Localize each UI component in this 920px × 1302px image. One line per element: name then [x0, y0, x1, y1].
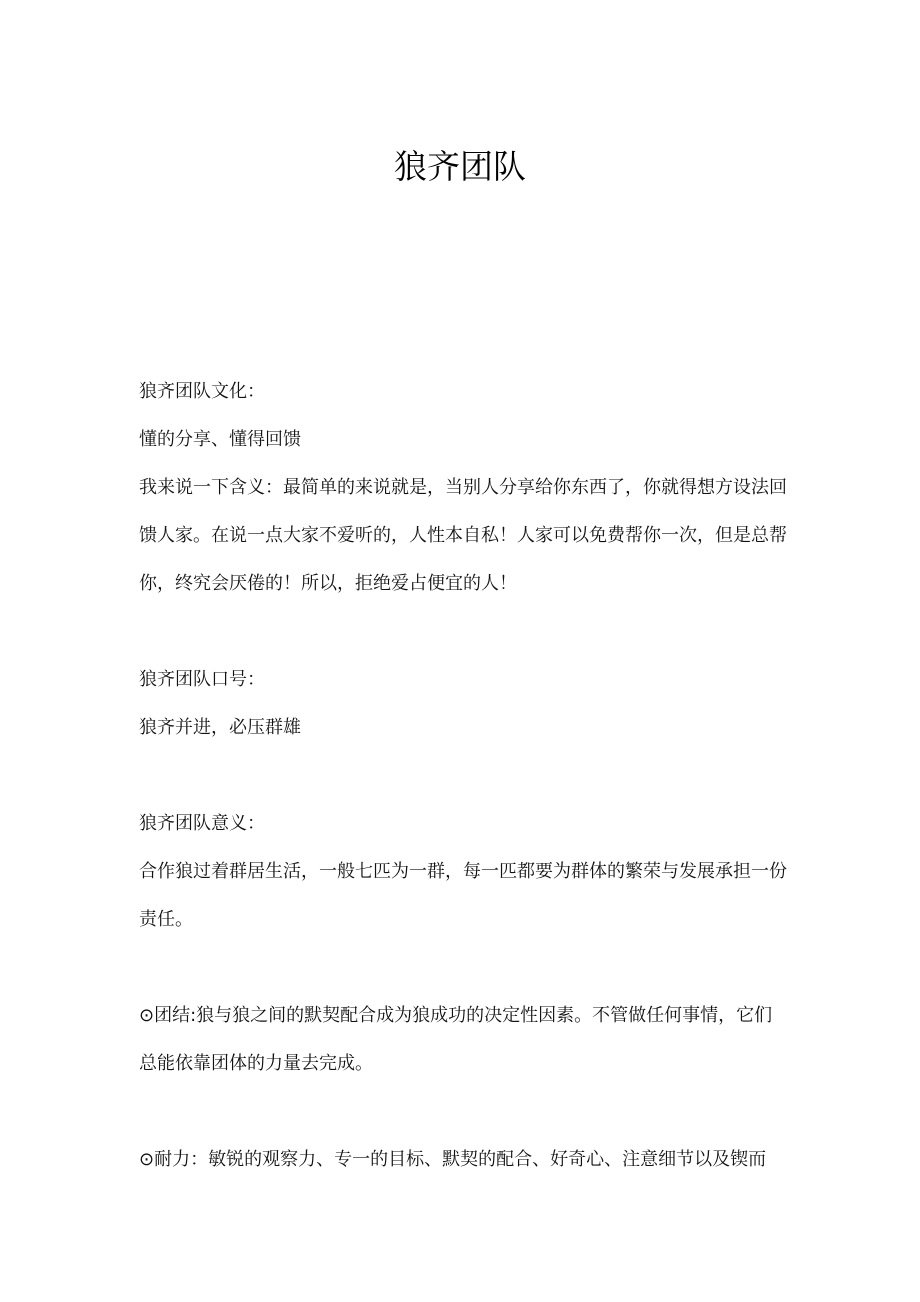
- paragraph-spacer: [139, 752, 789, 800]
- slogan-heading: 狼齐团队口号：: [139, 669, 265, 690]
- document-body: [139, 368, 789, 1184]
- culture-heading: 狼齐团队文化：: [139, 381, 265, 402]
- meaning-intro: 合作狼过着群居生活，一般七匹为一群，每一匹都要为群体的繁荣与发展承担一份责任。: [139, 861, 787, 930]
- meaning-endurance: ⊙耐力：敏锐的观察力、专一的目标、默契的配合、好奇心、注意细节以及锲而: [139, 1149, 767, 1170]
- paragraph-spacer: [139, 944, 789, 992]
- paragraph-spacer: [139, 608, 789, 656]
- meaning-unity: ⊙团结:狼与狼之间的默契配合成为狼成功的决定性因素。不管做任何事情，它们总能依靠团体的力量去完成。: [139, 1005, 773, 1074]
- meaning-heading: 狼齐团队意义：: [139, 813, 265, 834]
- document-title: 狼齐团队: [394, 147, 526, 186]
- culture-explanation: 我来说一下含义：最简单的来说就是，当别人分享给你东西了，你就得想方设法回馈人家。在说一点大家不爱听的，人性本自私！人家可以免费帮你一次，但是总帮你，终究会厌倦的！所以，拒绝爱占便宜的人！: [139, 477, 787, 594]
- slogan-text: 狼齐并进，必压群雄: [139, 717, 301, 738]
- culture-motto: 懂的分享、懂得回馈: [139, 429, 301, 450]
- paragraph-spacer: [139, 1088, 789, 1136]
